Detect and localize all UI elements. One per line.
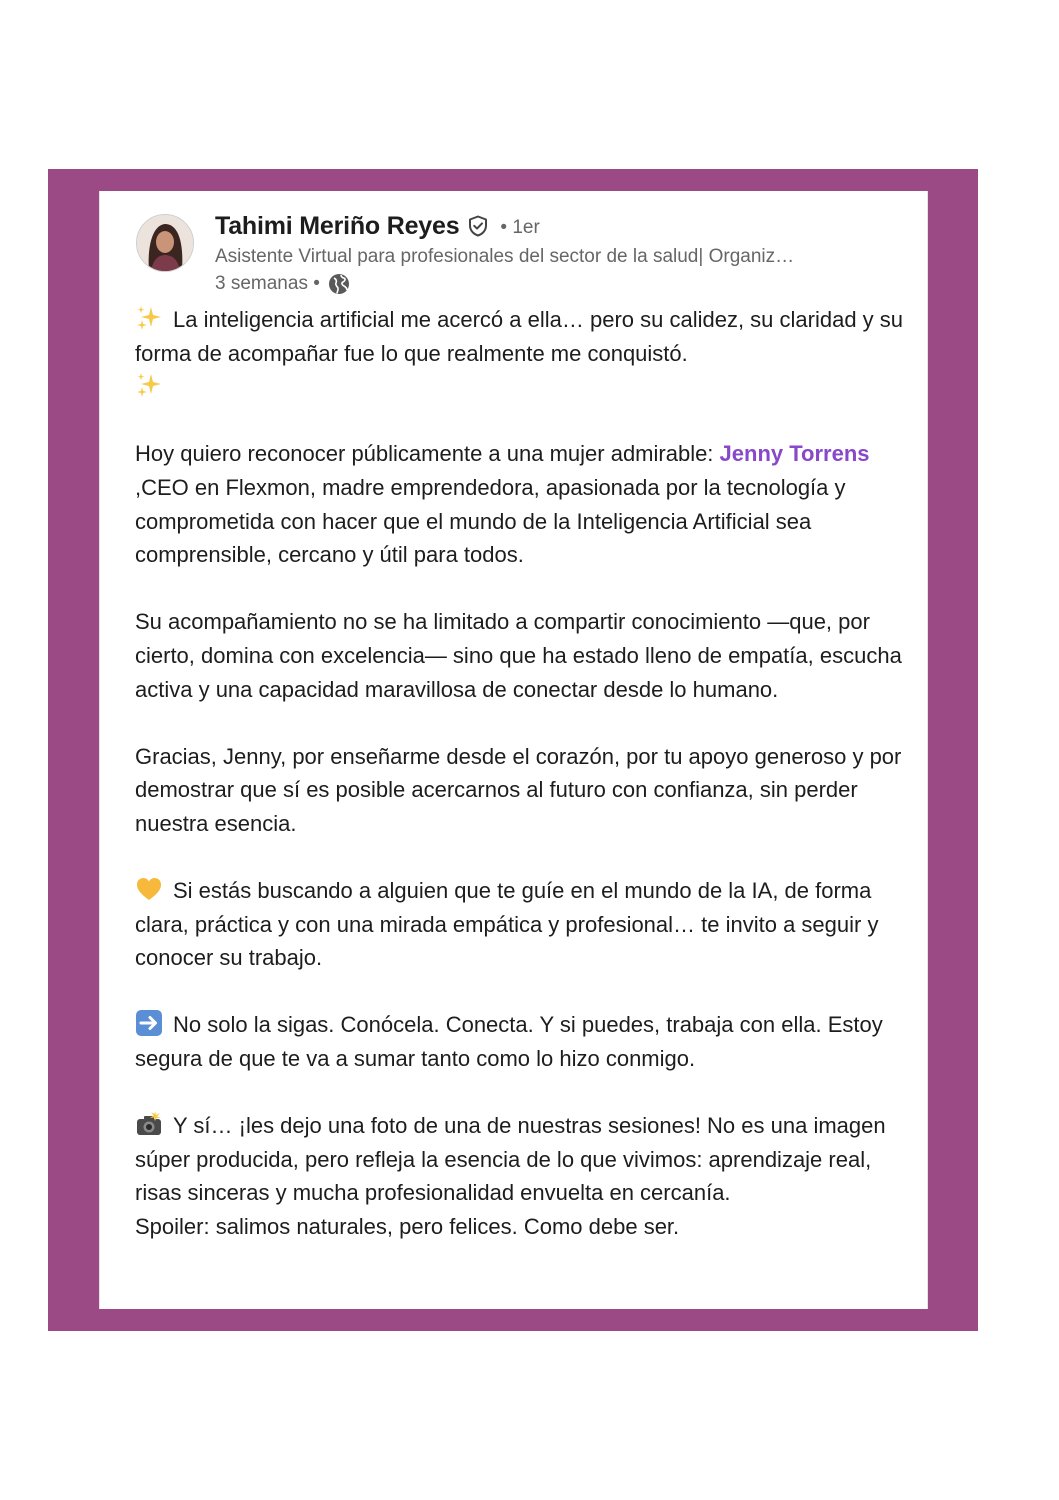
- mention-link[interactable]: Jenny Torrens: [719, 441, 870, 467]
- connection-degree: • 1er: [500, 217, 540, 238]
- post-card: [99, 191, 928, 1309]
- author-name[interactable]: Tahimi Meriño Reyes: [215, 211, 460, 240]
- paragraph-6-text: No solo la sigas. Conócela. Conecta. Y si puedes, trabaja con ella. Estoy segura de que te va a sumar tanto como lo hizo conmigo.: [135, 1012, 883, 1072]
- avatar[interactable]: [136, 214, 194, 272]
- paragraph-6: [135, 1008, 905, 1075]
- shield-check-icon: [466, 214, 490, 238]
- paragraph-2: [135, 437, 905, 571]
- paragraph-3: Su acompañamiento no se ha limitado a compartir conocimiento —que, por cierto, domina con excelencia— sino que ha estado lleno de empatía, escucha activa y una capacidad maravillosa de conectar desde lo humano.: [135, 609, 902, 702]
- paragraph-7-text: Y sí… ¡les dejo una foto de una de nuestras sesiones! No es una imagen súper producida, pero refleja la esencia de lo que vivimos: aprendizaje real, risas sinceras y mucha profesionalidad envuelta en cercanía.: [135, 1113, 886, 1206]
- yellow-heart-emoji: [135, 875, 163, 903]
- paragraph-1: [135, 303, 905, 404]
- globe-icon: [328, 273, 350, 295]
- paragraph-1-text: La inteligencia artificial me acercó a ella… pero su calidez, su claridad y su forma de acompañar fue lo que realmente me conquistó.: [135, 307, 904, 366]
- paragraph-2-text-b: ,CEO en Flexmon, madre emprendedora, apasionada por la tecnología y comprometida con hacer que el mundo de la Inteligencia Artificial sea comprensible, cercano y útil para todos.: [135, 474, 846, 568]
- right-arrow-emoji: [135, 1009, 163, 1037]
- paragraph-5-text: Si estás buscando a alguien que te guíe en el mundo de la IA, de forma clara, práctica y con una mirada empática y profesional… te invito a seguir y conocer su trabajo.: [135, 878, 879, 971]
- post-header: [136, 209, 896, 299]
- sparkles-emoji: [135, 304, 163, 332]
- author-headline: Asistente Virtual para profesionales del sector de la salud| Organiz…: [215, 246, 795, 267]
- post-body: [135, 303, 905, 1244]
- paragraph-2-text-a: Hoy quiero reconocer públicamente a una mujer admirable:: [135, 441, 720, 467]
- paragraph-5: [135, 874, 905, 975]
- post-time: 3 semanas •: [215, 273, 320, 294]
- author-block: [215, 209, 895, 298]
- paragraph-4: Gracias, Jenny, por enseñarme desde el corazón, por tu apoyo generoso y por demostrar que sí es posible acercarnos al futuro con confianza, sin perder nuestra esencia.: [135, 743, 902, 836]
- paragraph-8: Spoiler: salimos naturales, pero felices. Como debe ser.: [135, 1214, 680, 1240]
- sparkles-emoji: [135, 371, 163, 399]
- camera-flash-emoji: [135, 1110, 163, 1138]
- paragraph-7: [135, 1109, 905, 1243]
